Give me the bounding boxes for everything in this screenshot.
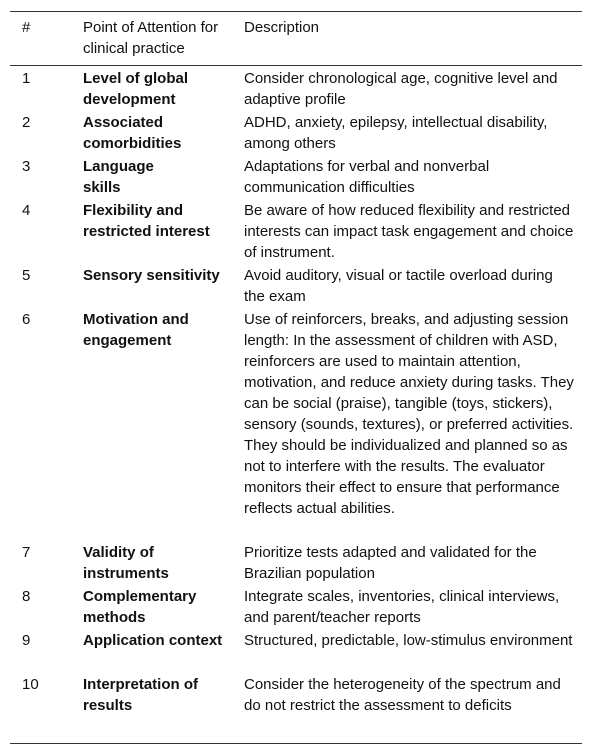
table-top-rule: [10, 11, 582, 12]
row-number: 7: [22, 544, 31, 561]
row-description: Avoid auditory, visual or tactile overload during the exam: [244, 267, 553, 305]
row-point: Complementary methods: [83, 588, 197, 626]
row-number: 2: [22, 114, 31, 131]
row-point: Application context: [83, 632, 223, 649]
row-description: Consider the heterogeneity of the spectrum and do not restrict the assessment to deficits: [244, 676, 561, 714]
row-point: Level of global development: [83, 70, 189, 108]
row-point: Associated comorbidities: [83, 114, 182, 152]
row-point: Validity of instruments: [83, 544, 169, 582]
row-description: Structured, predictable, low-stimulus environment: [244, 632, 573, 649]
row-number: 4: [22, 202, 31, 219]
header-divider-rule: [10, 65, 582, 66]
row-description: Prioritize tests adapted and validated for the Brazilian population: [244, 544, 537, 582]
row-number: 8: [22, 588, 31, 605]
row-point: Motivation and engagement: [83, 311, 189, 349]
row-number: 1: [22, 70, 31, 87]
header-number: #: [22, 19, 31, 36]
row-point: Flexibility and restricted interest: [83, 202, 210, 240]
row-number: 10: [22, 676, 39, 693]
table-bottom-rule: [10, 743, 582, 744]
row-point: Interpretation of results: [83, 676, 198, 714]
row-number: 9: [22, 632, 31, 649]
row-point: Language skills: [83, 158, 154, 196]
row-description: ADHD, anxiety, epilepsy, intellectual disability, among others: [244, 114, 548, 152]
row-description: Use of reinforcers, breaks, and adjusting session length: In the assessment of children with ASD, reinforcers are used to maintain attention, motivation, and reduce anxiety during tasks. They can be social (praise), tangible (toys, stickers), sensory (sounds, textures), or preferred activities. They should be individualized and planned so as not to interfere with the results. The evaluator monitors their effect to ensure that performance reflects actual abilities.: [244, 311, 574, 517]
row-number: 6: [22, 311, 31, 328]
row-point: Sensory sensitivity: [83, 267, 220, 284]
row-description: Be aware of how reduced flexibility and restricted interests can impact task engagement and choice of instrument.: [244, 202, 574, 261]
row-number: 5: [22, 267, 31, 284]
row-description: Adaptations for verbal and nonverbal communication difficulties: [244, 158, 490, 196]
row-number: 3: [22, 158, 31, 175]
row-description: Integrate scales, inventories, clinical interviews, and parent/teacher reports: [244, 588, 560, 626]
header-description: Description: [244, 19, 320, 36]
row-description: Consider chronological age, cognitive level and adaptive profile: [244, 70, 558, 108]
header-point-of-attention: Point of Attention for clinical practice: [83, 19, 219, 57]
